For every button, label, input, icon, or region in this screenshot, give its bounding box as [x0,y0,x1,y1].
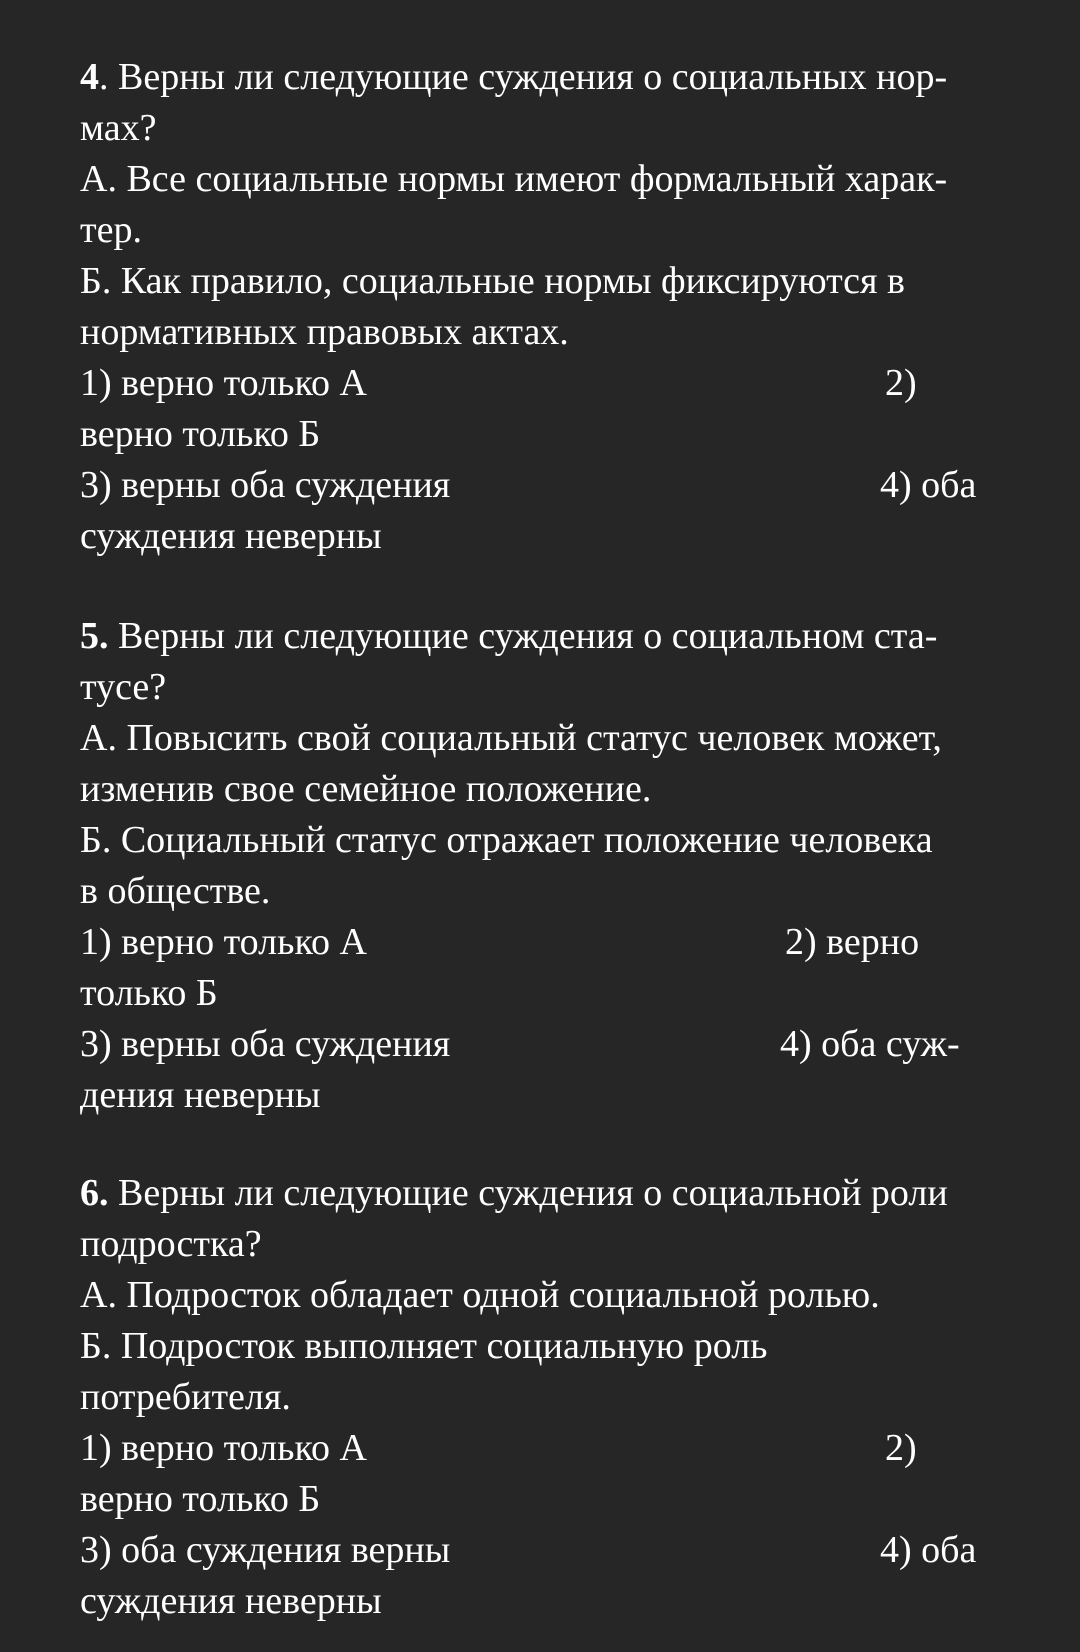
options-row [80,968,1000,1019]
question-number: 5. [80,615,109,657]
question-line [80,662,1000,713]
statement-a [80,154,1000,205]
statement-b [80,256,1000,307]
options-row [80,1070,1000,1121]
option-3: 3) верны оба суждения [80,464,451,506]
question-line [80,611,1000,662]
statement-b [80,815,1000,866]
question-5 [80,611,1000,1121]
statement-text: в обществе. [80,870,271,912]
option-3: 3) верны оба суждения [80,1023,451,1065]
options-row [80,358,1000,409]
question-text: Верны ли следующие суждения о социальной роли [118,1172,948,1214]
statement-a [80,713,1000,764]
question-text: мах? [80,107,157,149]
question-line [80,1219,1000,1270]
question-line [80,52,1000,103]
statement-a [80,764,1000,815]
question-text: тусе? [80,666,167,708]
question-line [80,1168,1000,1219]
statement-text: Б. Как правило, социальные нормы фиксируются в [80,260,905,302]
option-2: 2) [885,362,917,404]
statement-b [80,866,1000,917]
question-text: подростка? [80,1223,262,1265]
option-4-continued: суждения неверны [80,1580,382,1622]
option-1: 1) верно только А [80,362,367,404]
option-2: 2) [885,1427,917,1469]
statement-b [80,1321,1000,1372]
options-row [80,460,1000,511]
options-row [80,409,1000,460]
question-6 [80,1168,1000,1627]
question-4 [80,52,1000,562]
statement-text: А. Подросток обладает одной социальной ролью. [80,1274,880,1316]
options-row [80,1019,1000,1070]
option-4: 4) оба [880,464,977,506]
statement-a [80,1270,1000,1321]
statement-text: Б. Социальный статус отражает положение человека [80,819,933,861]
statement-text: тер. [80,209,142,251]
statement-b [80,307,1000,358]
options-row [80,1576,1000,1627]
option-1: 1) верно только А [80,921,367,963]
statement-text: Б. Подросток выполняет социальную роль [80,1325,768,1367]
option-2-continued: только Б [80,972,218,1014]
statement-text: нормативных правовых актах. [80,311,569,353]
options-row [80,917,1000,968]
option-2-continued: верно только Б [80,413,321,455]
option-4: 4) оба суж- [780,1023,960,1065]
option-3: 3) оба суждения верны [80,1529,451,1571]
options-row [80,1525,1000,1576]
option-4: 4) оба [880,1529,977,1571]
statement-b [80,1372,1000,1423]
statement-text: изменив свое семейное положение. [80,768,652,810]
options-row [80,1423,1000,1474]
question-number: 4 [80,56,99,98]
question-line [80,103,1000,154]
statement-text: потребителя. [80,1376,291,1418]
question-number: 6. [80,1172,109,1214]
option-1: 1) верно только А [80,1427,367,1469]
options-row [80,511,1000,562]
statement-text: А. Повысить свой социальный статус человек может, [80,717,942,759]
question-text: Верны ли следующие суждения о социальном ста- [118,615,938,657]
statement-a [80,205,1000,256]
option-4-continued: дения неверны [80,1074,321,1116]
option-2-continued: верно только Б [80,1478,321,1520]
options-row [80,1474,1000,1525]
option-4-continued: суждения неверны [80,515,382,557]
question-text: . Верны ли следующие суждения о социальных нор- [99,56,948,98]
option-2: 2) верно [785,921,920,963]
statement-text: А. Все социальные нормы имеют формальный харак- [80,158,948,200]
